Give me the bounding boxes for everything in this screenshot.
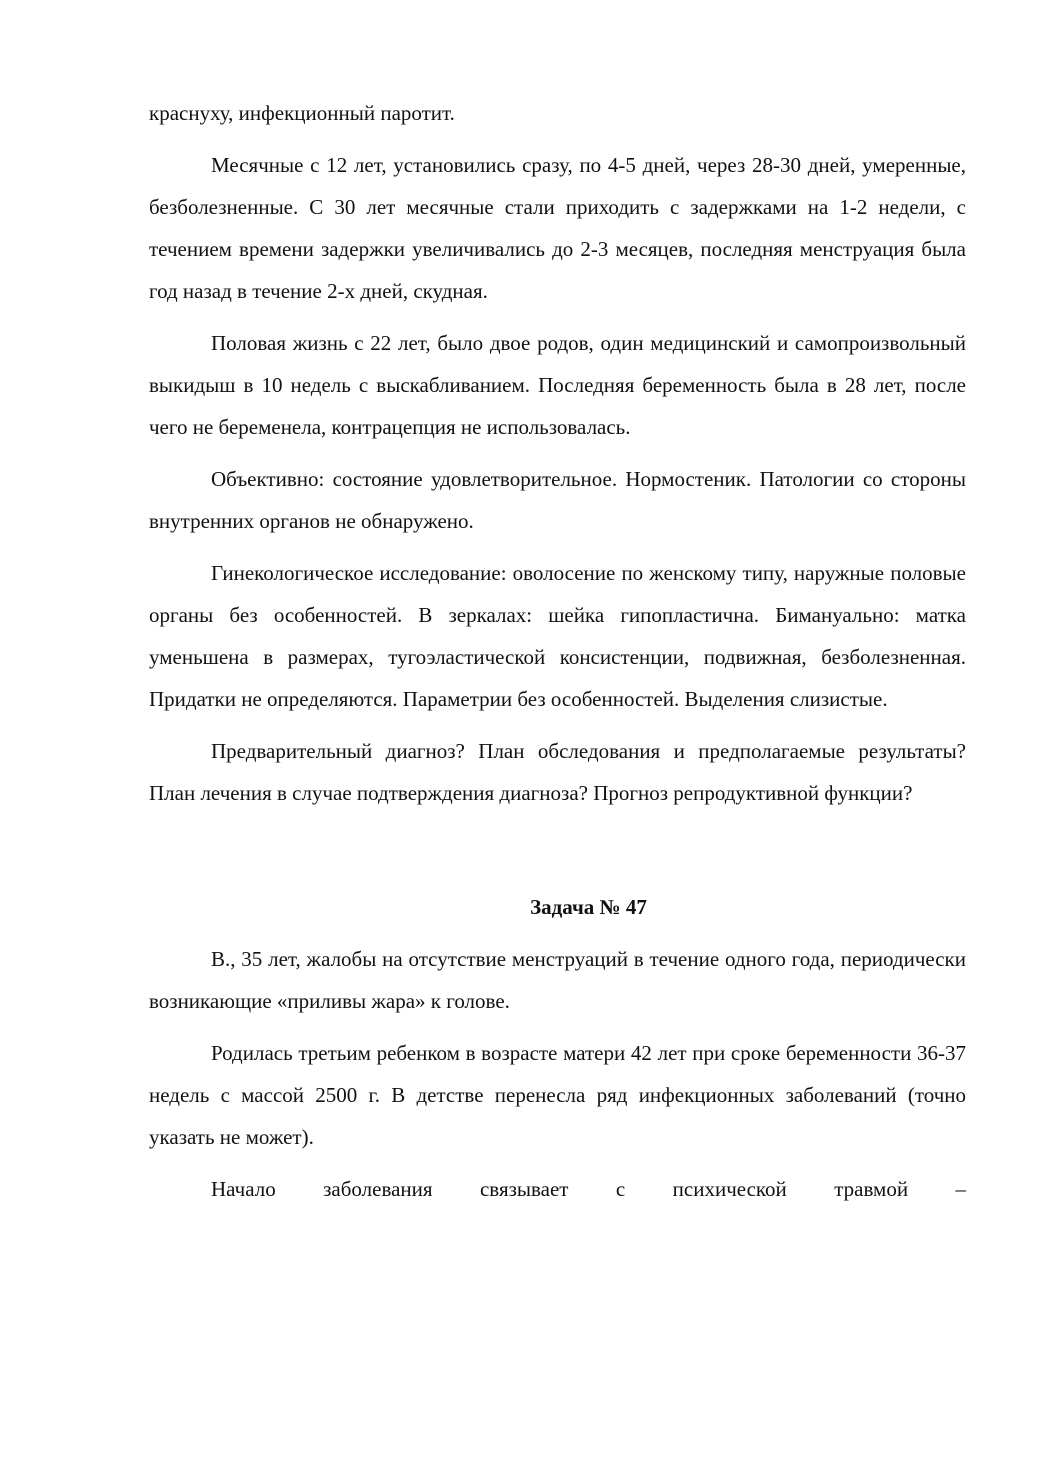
section-spacer — [149, 824, 966, 886]
paragraph-menstrual-history: Месячные с 12 лет, установились сразу, по 4-5 дней, через 28-30 дней, умеренные, безболезненные. С 30 лет месячные стали приходить с задержками на 1-2 недели, с течением времени задержки увеличивались до 2-3 месяцев, последняя менструация была год назад в течение 2-х дней, скудная. — [149, 153, 966, 303]
paragraph-disease-onset: Начало заболевания связывает с психической травмой – — [211, 1177, 966, 1201]
paragraph-birth-history: Родилась третьим ребенком в возрасте матери 42 лет при сроке беременности 36-37 недель с массой 2500 г. В детстве перенесла ряд инфекционных заболеваний (точно указать не может). — [149, 1041, 966, 1149]
task-heading: Задача № 47 — [530, 895, 647, 919]
document-page — [149, 92, 966, 1220]
paragraph-objective-status: Объективно: состояние удовлетворительное. Нормостеник. Патологии со стороны внутренних органов не обнаружено. — [149, 467, 966, 533]
paragraph-gynecological-exam: Гинекологическое исследование: оволосение по женскому типу, наружные половые органы без особенностей. В зеркалах: шейка гипопластична. Бимануально: матка уменьшена в размерах, тугоэластической консистенции, подвижная, безболезненная. Придатки не определяются. Параметрии без особенностей. Выделения слизистые. — [149, 561, 966, 711]
paragraph-continuation: краснуху, инфекционный паротит. — [149, 101, 455, 125]
paragraph-sexual-history: Половая жизнь с 22 лет, было двое родов, один медицинский и самопроизвольный выкидыш в 10 недель с выскабливанием. Последняя беременность была в 28 лет, после чего не беременела, контрацепция не использовалась. — [149, 331, 966, 439]
paragraph-complaints: В., 35 лет, жалобы на отсутствие менструаций в течение одного года, периодически возникающие «приливы жара» к голове. — [149, 947, 966, 1013]
paragraph-questions: Предварительный диагноз? План обследования и предполагаемые результаты? План лечения в случае подтверждения диагноза? Прогноз репродуктивной функции? — [149, 739, 966, 805]
